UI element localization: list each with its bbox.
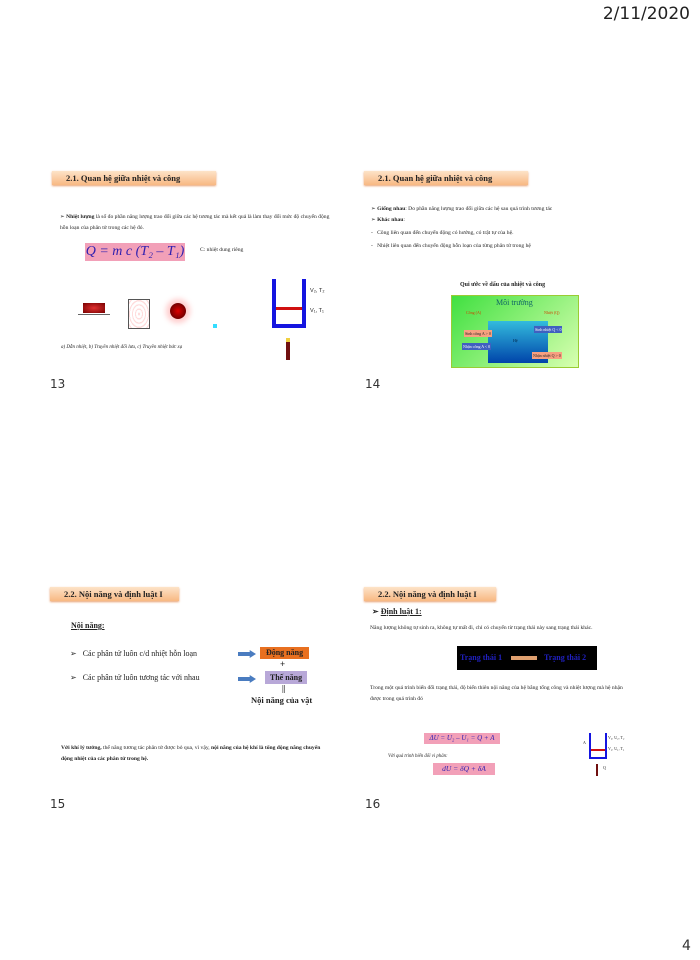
kinetic-energy-box: Động năng	[260, 647, 309, 659]
radiation-figure	[170, 303, 186, 319]
state2-label: Trạng thái 2	[544, 653, 587, 662]
slide-number: 15	[50, 797, 66, 811]
system-label: Hệ	[513, 338, 518, 343]
bullet-text: Các phân tử luôn c/d nhiệt hỗn loạn	[82, 649, 198, 658]
diagram-title: Qui ước về dấu của nhiệt và công	[460, 282, 546, 288]
bullet-different: ➢ Khác nhau:	[371, 217, 405, 223]
flame-icon	[286, 338, 290, 360]
piston	[276, 307, 302, 310]
q-out-arrow: Sinh nhiệt Q < 0	[535, 327, 562, 332]
state1-label: V₁, U₁, T₁	[608, 746, 625, 751]
bold-term: Nhiệt lượng	[66, 214, 95, 220]
slide-number: 16	[365, 797, 381, 811]
state1-label: Trạng thái 1	[460, 653, 503, 662]
heat-label: Nhiệt (Q)	[544, 310, 560, 315]
dash-text: Nhiệt liên quan đến chuyển động hỗn loạn của từng phân tử trong hệ	[377, 243, 531, 249]
dash-item: - Công liên quan đến chuyển động có hướng, có trật tự của hệ.	[371, 230, 514, 236]
bullet-text: : Do phần năng lượng trao đổi giữa các hệ sau quá trình tương tác	[405, 206, 553, 212]
flame-icon	[596, 764, 598, 776]
arrow-icon	[511, 656, 537, 660]
arrow-icon	[238, 650, 256, 658]
convection-figure	[128, 299, 150, 329]
bullet-similar: ➢ Giống nhau: Do phần năng lượng trao đổi giữa các hệ sau quá trình tương tác	[371, 206, 553, 212]
slide-title: 2.2. Nội năng và định luật I	[50, 587, 179, 601]
work-label: Công (A)	[466, 310, 482, 315]
potential-energy-box: Thế năng	[265, 671, 307, 684]
differential-note: Với quá trình biến đổi vi phân:	[388, 754, 448, 759]
receiver-dot	[213, 324, 217, 328]
state-transition	[457, 646, 597, 670]
piston-cylinder	[589, 733, 607, 759]
slide-number: 13	[50, 377, 66, 391]
differential-equation: dU = δQ + δA	[433, 763, 495, 775]
bold-text: Với khí lý tưởng,	[61, 745, 102, 751]
bullet: ➢ Nhiệt lượng là số đo phần năng lượng trao đổi giữa các hệ tương tác mà kết quả là làm thay đổi mức độ chuyển động hỗn loạn của phân tử trong các hệ đó.	[60, 214, 330, 231]
equals-sign: ||	[282, 684, 286, 693]
conduction-figure	[83, 303, 105, 313]
page-number: 4	[682, 938, 691, 954]
bold-text: nội năng của hệ khí là tổng động năng chuyển động nhiệt của các phân tử trong hệ.	[61, 745, 321, 762]
paragraph: Năng lượng không tự sinh ra, không tự mất đi, chỉ có chuyển từ trạng thái này sang trạng thái khác.	[370, 625, 593, 631]
heading: ➢ Định luật 1:	[372, 607, 422, 616]
bullet-text: :	[403, 217, 405, 223]
bullet-text: Các phân tử luôn tương tác với nhau	[82, 673, 200, 682]
a-out-arrow: Sinh công A > 0	[465, 331, 491, 336]
date: 2/11/2020	[602, 4, 690, 24]
figure-caption: a) Dẫn nhiệt, b) Truyền nhiệt đối lưu, c) Truyền nhiệt bức xạ	[61, 345, 183, 350]
ideal-gas-note	[61, 743, 331, 765]
arrow-icon	[238, 675, 256, 683]
dash-item: - Nhiệt liên quan đến chuyển động hỗn loạn của từng phân tử trong hệ	[371, 243, 531, 249]
heading: Nội năng:	[71, 621, 105, 630]
slide-title: 2.1. Quan hệ giữa nhiệt và công	[364, 171, 528, 185]
bullet: ➢ Các phân tử luôn c/d nhiệt hỗn loạn	[70, 649, 198, 658]
state2-label: V₂, T₂	[310, 288, 325, 294]
bullet-text: là số đo phần năng lượng trao đổi giữa các hệ tương tác mà kết quả là làm thay đổi mức độ chuyển động hỗn loạn của phân tử trong các hệ đó.	[60, 214, 330, 231]
first-law-equation: ΔU = U₂ – U₁ = Q + A	[424, 733, 500, 744]
heat-label: Q	[603, 765, 606, 770]
sign-convention-diagram	[451, 295, 579, 368]
heat-equation: Q = m c (T₂ – T₁)	[85, 244, 185, 259]
a-in-arrow: Nhận công A < 0	[463, 344, 491, 349]
q-in-arrow: Nhận nhiệt Q > 0	[533, 353, 561, 358]
bold-term: Giống nhau	[377, 206, 406, 212]
piston	[591, 749, 605, 751]
state2-label: V₂, U₂, T₂	[608, 735, 625, 740]
ground-line	[78, 314, 110, 318]
equation-note: C: nhiệt dung riêng	[200, 247, 244, 253]
bullet: ➢ Các phân tử luôn tương tác với nhau	[70, 673, 200, 682]
plus-sign: +	[280, 659, 286, 669]
slide-title: 2.2. Nội năng và định luật I	[364, 587, 496, 601]
note-text: thế năng tương tác phân tử được bỏ qua, vì vậy,	[101, 745, 212, 751]
paragraph: Trong một quá trình biến đổi trạng thái, độ biến thiên nội năng của hệ bằng tổng công và nhiệt lượng mà hệ nhận được trong quá trình đó	[370, 685, 623, 702]
dash-text: Công liên quan đến chuyển động có hướng, có trật tự của hệ.	[377, 230, 514, 236]
env-label: Môi trường	[496, 298, 533, 307]
internal-energy-label: Nội năng của vật	[251, 695, 313, 705]
piston-cylinder	[272, 279, 306, 328]
work-label: A	[583, 740, 586, 745]
heading-text: Định luật 1:	[380, 607, 422, 616]
bold-term: Khác nhau	[377, 217, 404, 223]
slide-title: 2.1. Quan hệ giữa nhiệt và công	[52, 171, 216, 185]
slide-number: 14	[365, 377, 381, 391]
state1-label: V₁, T₁	[310, 308, 324, 314]
